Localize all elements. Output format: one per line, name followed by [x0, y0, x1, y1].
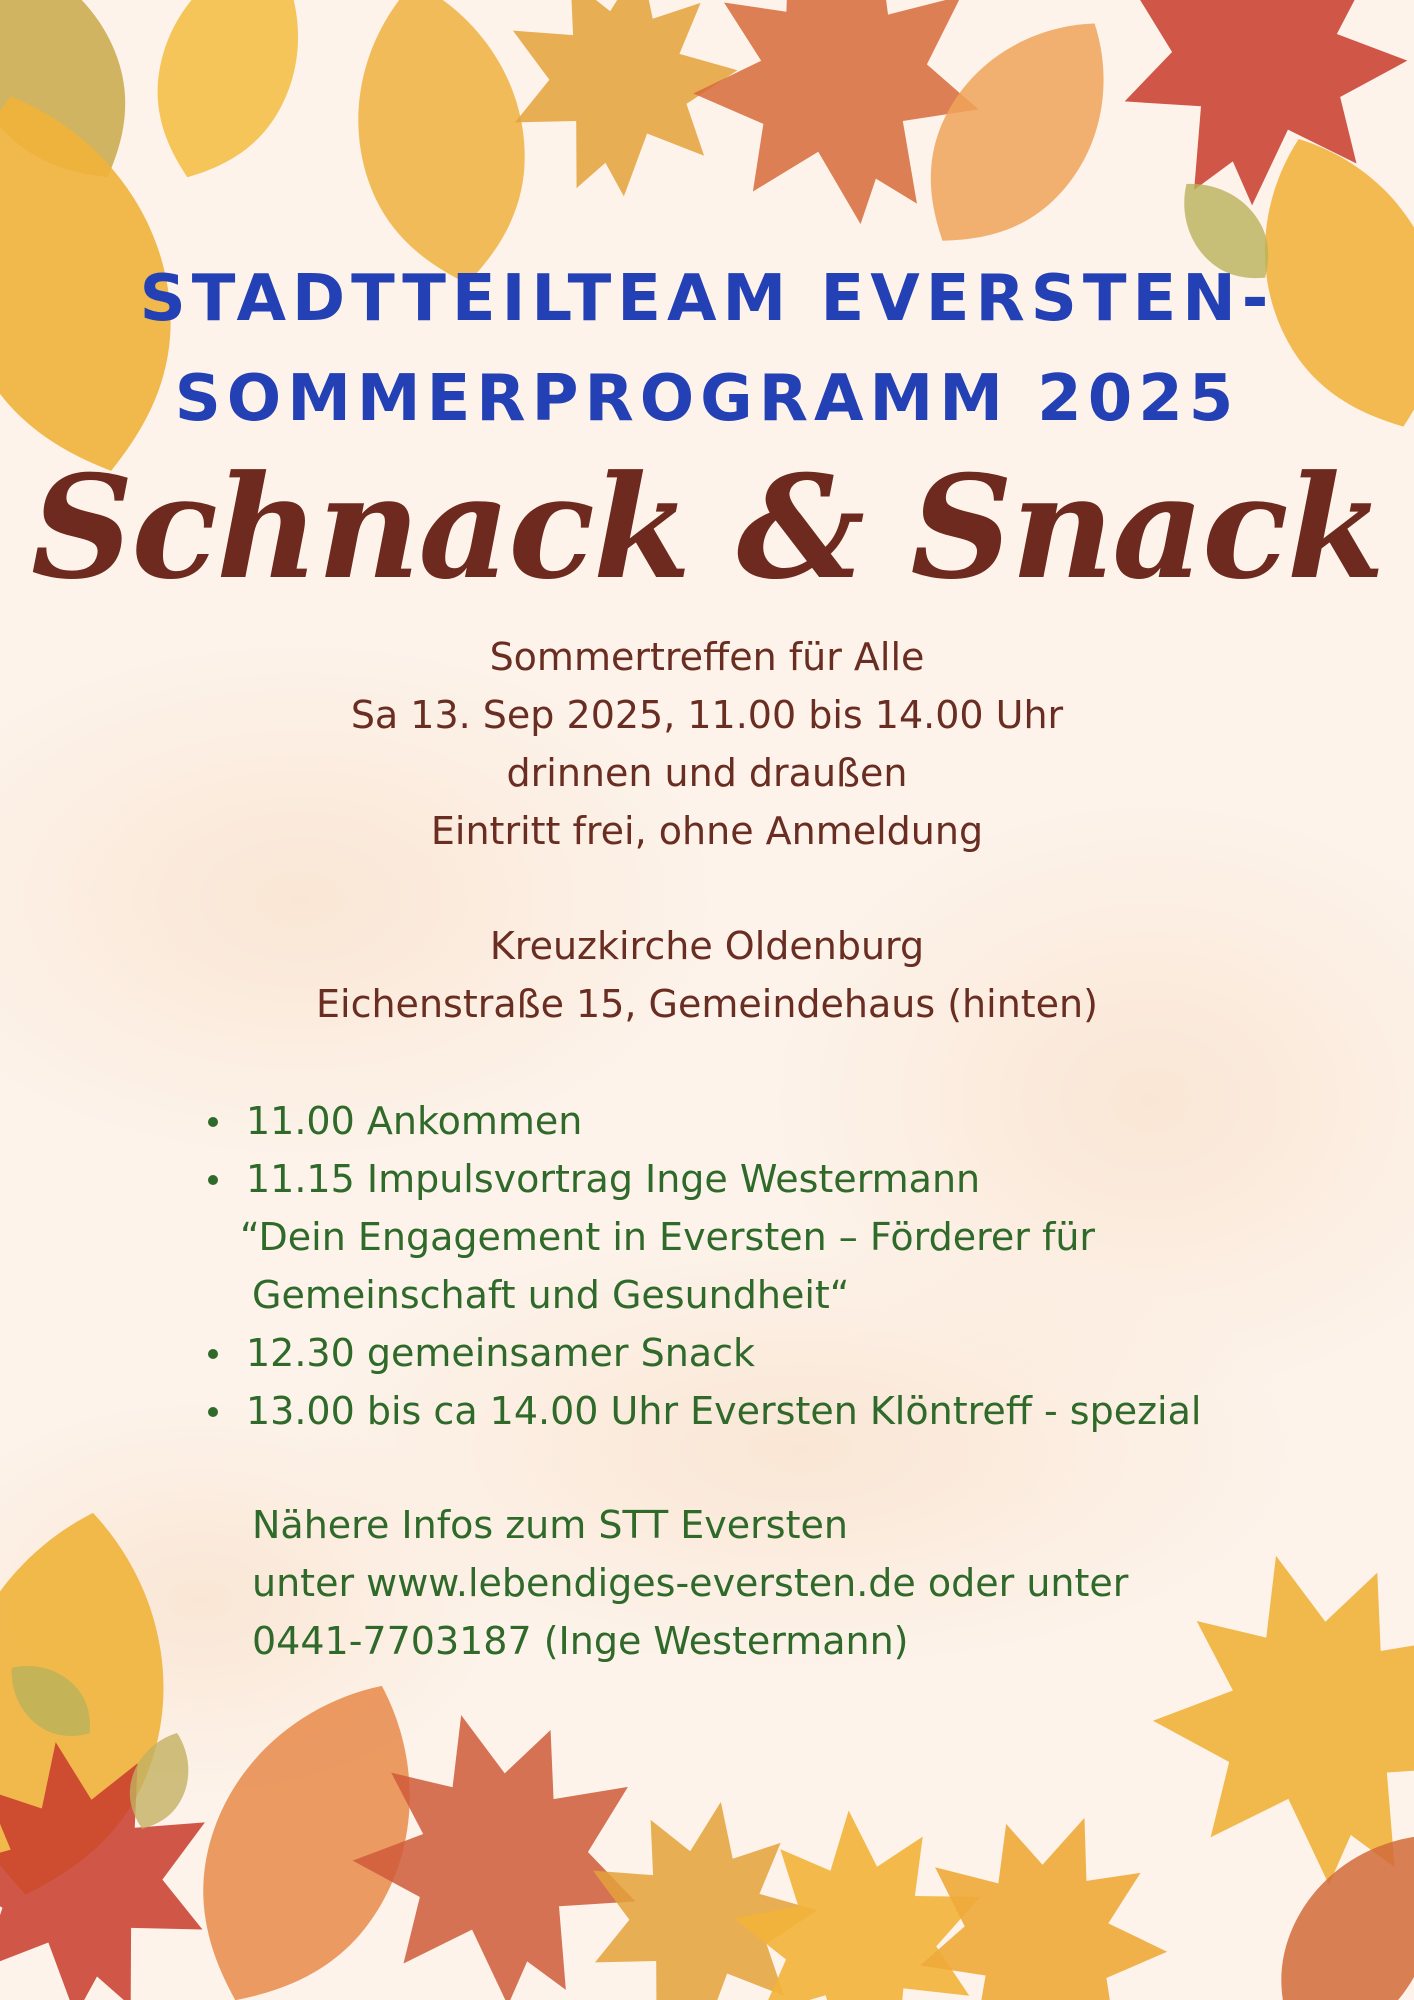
bullet-icon — [208, 1117, 218, 1127]
bullet-icon — [208, 1407, 218, 1417]
agenda-list — [200, 1092, 1350, 1440]
header-line-1: STADTTEILTEAM EVERSTEN- — [139, 262, 1275, 336]
event-setting: drinnen und draußen — [506, 751, 908, 795]
event-admission: Eintritt frei, ohne Anmeldung — [430, 809, 984, 853]
contact-line-2: unter www.lebendiges-eversten.de oder unter — [252, 1561, 1129, 1605]
agenda-item-text: 13.00 bis ca 14.00 Uhr Eversten Klöntreff - spezial — [246, 1389, 1202, 1433]
agenda-item — [200, 1150, 1350, 1208]
bullet-icon — [208, 1175, 218, 1185]
agenda-item — [200, 1324, 1350, 1382]
contact-line-3: 0441-7703187 (Inge Westermann) — [252, 1619, 909, 1663]
location-block — [0, 917, 1414, 1033]
agenda-item-text: 11.15 Impulsvortrag Inge Westermann — [246, 1157, 981, 1201]
agenda-item-text: 11.00 Ankommen — [246, 1099, 583, 1143]
event-datetime: Sa 13. Sep 2025, 11.00 bis 14.00 Uhr — [350, 693, 1064, 737]
agenda-quote-line-1: “Dein Engagement in Eversten – Förderer für — [240, 1215, 1096, 1259]
agenda-item-text: 12.30 gemeinsamer Snack — [246, 1331, 755, 1375]
event-tagline: Sommertreffen für Alle — [489, 635, 925, 679]
location-name: Kreuzkirche Oldenburg — [489, 924, 925, 968]
header-line-2: SOMMERPROGRAMM 2025 — [174, 362, 1240, 436]
event-title: Schnack & Snack — [30, 445, 1384, 611]
agenda-item — [200, 1092, 1350, 1150]
contact-block — [252, 1496, 1352, 1670]
contact-line-1: Nähere Infos zum STT Eversten — [252, 1503, 848, 1547]
agenda-quote-line-2: Gemeinschaft und Gesundheit“ — [252, 1273, 850, 1317]
event-info — [0, 628, 1414, 860]
agenda-item — [200, 1382, 1350, 1440]
location-address: Eichenstraße 15, Gemeindehaus (hinten) — [316, 982, 1098, 1026]
bullet-icon — [208, 1349, 218, 1359]
